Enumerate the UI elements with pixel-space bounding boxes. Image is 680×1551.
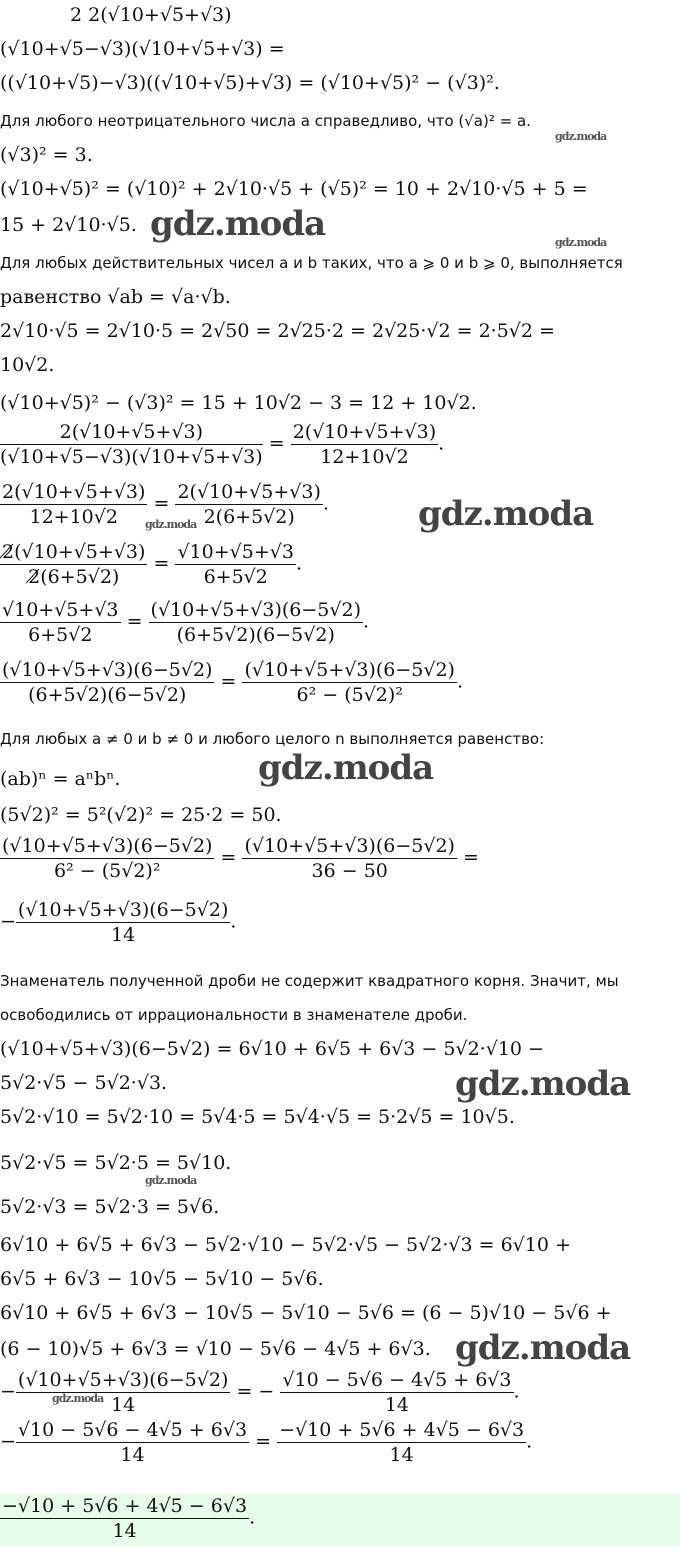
math-line: (5√2)² = 5²(√2)² = 25·2 = 50. [0, 804, 282, 826]
fraction-equation: $\frac{√10+√5+√3}{6+5√2}$ = $\frac{(√10+√5+√3)(6-5√2)}{(6+5√2)(6-5√2)}$ . [2, 599, 370, 646]
math-line: 5√2·√10 = 5√2·10 = 5√4·5 = 5√4·√5 = 5·2√5 = 10√5. [0, 1106, 515, 1128]
watermark-logo-small: gdz.moda [145, 1174, 197, 1187]
math-line: (√10+√5−√3)(√10+√5+√3) = [0, 38, 285, 60]
math-line: 5√2·√5 − 5√2·√3. [0, 1072, 168, 1094]
math-line: (6 − 10)√5 + 6√3 = √10 − 5√6 − 4√5 + 6√3. [0, 1338, 431, 1360]
math-line: (√10+√5)² − (√3)² = 15 + 10√2 − 3 = 12 + 10√2. [0, 392, 477, 414]
math-line: равенство √ab = √a·√b. [0, 286, 231, 308]
math-line: 10√2. [0, 354, 55, 376]
watermark-logo-small: gdz.moda [52, 1392, 104, 1405]
math-line: 5√2·√3 = 5√2·3 = 5√6. [0, 1196, 220, 1218]
line-top-fragment: 2 2(√10+√5+√3) [70, 4, 232, 26]
fraction-equation: − $\frac{√10 - 5√6 - 4√5 + 6√3}{14}$ = $\frac{-√10 + 5√6 + 4√5 - 6√3}{14}$ . [0, 1419, 533, 1466]
watermark-logo-small: gdz.moda [555, 236, 607, 249]
fraction: $\frac{(√10+√5+√3)(6-5√2)}{36 - 50}$ [244, 835, 455, 882]
math-line: 6√10 + 6√5 + 6√3 − 5√2·√10 − 5√2·√5 − 5√2·√3 = 6√10 + [0, 1234, 571, 1256]
fraction: $\frac{(√10+√5+√3)(6-5√2)}{14}$ [17, 1369, 229, 1416]
fraction: $\frac{2(√10+√5+√3)}{2(6+5√2)}$ [177, 481, 321, 528]
rule-text: Для любых действительных чисел a и b таких, что a ⩾ 0 и b ⩾ 0, выполняется [0, 254, 623, 272]
fraction: $\frac{2(√10+√5+√3)}{12+10√2}$ [292, 421, 437, 468]
fraction-equation: $\frac{2̸(√10+√5+√3)}{2̸(6+5√2)}$ = $\frac{√10+√5+√3}{6+5√2}$ . [2, 541, 303, 588]
fraction: $\frac{√10 - 5√6 - 4√5 + 6√3}{14}$ [17, 1419, 248, 1466]
fraction: $\frac{(√10+√5+√3)(6-5√2)}{14}$ [17, 899, 229, 946]
math-line: 6√5 + 6√3 − 10√5 − 5√10 − 5√6. [0, 1268, 324, 1290]
math-line: 2√10·√5 = 2√10·5 = 2√50 = 2√25·2 = 2√25·√2 = 2·5√2 = [0, 320, 555, 342]
math-line: (√3)² = 3. [0, 144, 93, 166]
math-line: 15 + 2√10·√5. [0, 214, 137, 236]
fraction: $\frac{-√10 + 5√6 + 4√5 - 6√3}{14}$ [2, 1495, 248, 1542]
fraction: $\frac{(√10+√5+√3)(6-5√2)}{(6+5√2)(6-5√2)}$ [2, 659, 213, 706]
math-line: ((√10+√5)−√3)((√10+√5)+√3) = (√10+√5)² − (√3)². [0, 72, 500, 94]
final-answer: $\frac{-√10 + 5√6 + 4√5 - 6√3}{14}$ . [2, 1495, 256, 1542]
watermark-logo: gdz.moda [150, 204, 326, 244]
math-line: (ab)ⁿ = aⁿbⁿ. [0, 768, 121, 790]
fraction: $\frac{√10 - 5√6 - 4√5 + 6√3}{14}$ [282, 1369, 512, 1416]
watermark-logo: gdz.moda [455, 1064, 631, 1104]
fraction: $\frac{√10+√5+√3}{6+5√2}$ [177, 541, 294, 588]
fraction: $\frac{-√10 + 5√6 + 4√5 - 6√3}{14}$ [279, 1419, 525, 1466]
math-line: 5√2·√5 = 5√2·5 = 5√10. [0, 1152, 232, 1174]
fraction: $\frac{2(√10+√5+√3)}{(√10+√5-√3)(√10+√5+√3)}$ [0, 421, 263, 468]
math-line: (√10+√5)² = (√10)² + 2√10·√5 + (√5)² = 10 + 2√10·√5 + 5 = [0, 178, 588, 200]
rule-text: Для любых a ≠ 0 и b ≠ 0 и любого целого n выполняется равенство: [0, 730, 545, 748]
math-line: 6√10 + 6√5 + 6√3 − 10√5 − 5√10 − 5√6 = (6 − 5)√10 − 5√6 + [0, 1302, 612, 1324]
fraction-equation: $\frac{2(√10+√5+√3)}{(√10+√5-√3)(√10+√5+√3)}$ = $\frac{2(√10+√5+√3)}{12+10√2}$ . [0, 421, 445, 468]
watermark-logo: gdz.moda [418, 494, 594, 534]
fraction-equation: $\frac{(√10+√5+√3)(6-5√2)}{(6+5√2)(6-5√2)}$ = $\frac{(√10+√5+√3)(6-5√2)}{\text{6² − (5√2)²}}$ . [2, 659, 463, 706]
rule-text: Для любого неотрицательного числа a справедливо, что (√a)² = a. [0, 112, 531, 130]
fraction: $\frac{2(√10+√5+√3)}{12+10√2}$ [2, 481, 146, 528]
conclusion-text: Знаменатель полученной дроби не содержит квадратного корня. Значит, мы [0, 972, 619, 990]
fraction: $\frac{(√10+√5+√3)(6-5√2)}{(6+5√2)(6-5√2)}$ [150, 599, 361, 646]
fraction: $\frac{(√10+√5+√3)(6-5√2)}{\text{6² − (5√2)²}}$ [2, 835, 213, 882]
conclusion-text: освободились от иррациональности в знаменателе дроби. [0, 1006, 468, 1024]
fraction: $\frac{√10+√5+√3}{6+5√2}$ [2, 599, 119, 646]
watermark-logo: gdz.moda [258, 748, 434, 788]
watermark-logo: gdz.moda [455, 1328, 631, 1368]
fraction-equation: − $\frac{(√10+√5+√3)(6-5√2)}{14}$ . [0, 899, 237, 946]
fraction: $\frac{2̸(√10+√5+√3)}{2̸(6+5√2)}$ [2, 541, 146, 588]
math-line: (√10+√5+√3)(6−5√2) = 6√10 + 6√5 + 6√3 − 5√2·√10 − [0, 1038, 544, 1060]
fraction: $\frac{(√10+√5+√3)(6-5√2)}{\text{6² − (5√2)²}}$ [244, 659, 455, 706]
fraction-equation: $\frac{(√10+√5+√3)(6-5√2)}{\text{6² − (5√2)²}}$ = $\frac{(√10+√5+√3)(6-5√2)}{36 - 50}$ = [2, 835, 479, 882]
fraction-equation: $\frac{2(√10+√5+√3)}{12+10√2}$ = $\frac{2(√10+√5+√3)}{2(6+5√2)}$ . [2, 481, 329, 528]
watermark-logo-small: gdz.moda [145, 518, 197, 531]
watermark-logo-small: gdz.moda [555, 130, 607, 143]
fraction-equation: − $\frac{(√10+√5+√3)(6-5√2)}{14}$ = − $\frac{√10 - 5√6 - 4√5 + 6√3}{14}$ . [0, 1369, 520, 1416]
